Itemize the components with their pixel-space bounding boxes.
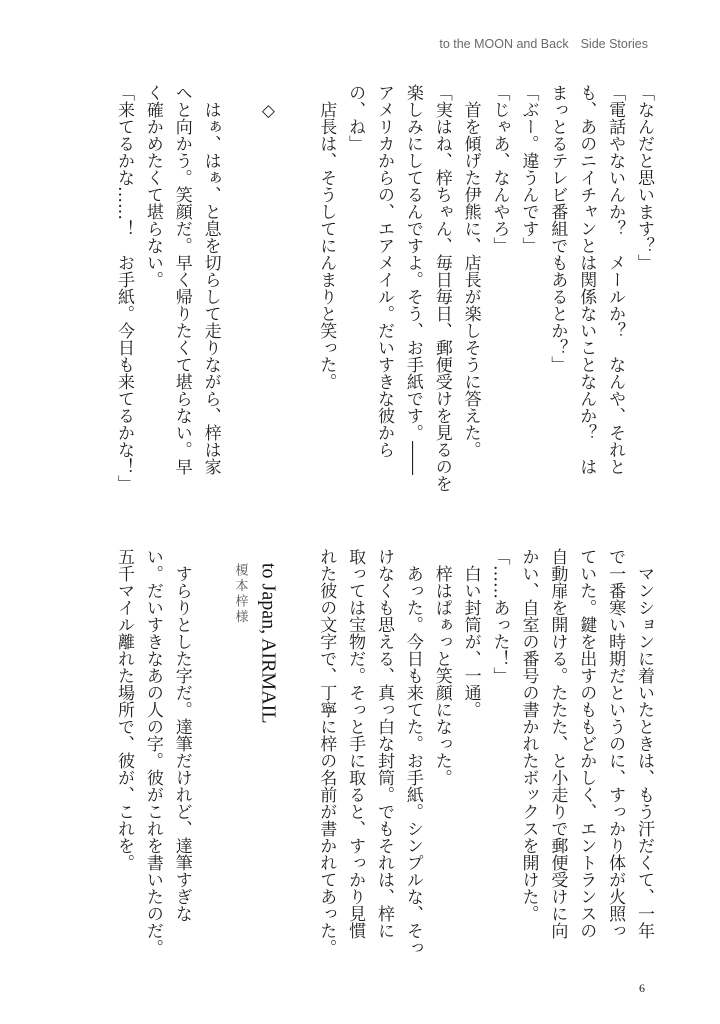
blank-line	[282, 548, 311, 960]
text-line: はぁ、はぁ、と息を切らして走りながら、梓は家	[200, 84, 221, 475]
text-line: の、ね」	[345, 84, 366, 152]
text-line: へと向かう。笑顔だ。早く帰りたくて堪らない。早	[171, 84, 192, 475]
text-line: まっとるテレビ番組でもあるとか？」	[547, 84, 568, 373]
text-line: れた彼の文字で、丁寧に梓の名前が書かれてあった。	[316, 548, 337, 956]
blank-line	[282, 84, 311, 496]
text-line: 首を傾げた伊熊に、店長が楽しそうに答えた。	[460, 84, 481, 458]
text-line: ていた。鍵を出すのももどかしく、エントランスの	[576, 548, 597, 939]
text-line: 「じゃあ、なんやろ」	[489, 84, 510, 254]
text-line: 取っては宝物だ。そっと手に取ると、すっかり見慣	[345, 548, 366, 939]
text-line: 梓はぱぁっと笑顔になった。	[431, 548, 452, 786]
section-title: Side Stories	[580, 37, 648, 51]
text-line: 楽しみにしてるんですよ。そう、お手紙です。――	[402, 84, 423, 475]
text-line: アメリカからの、エアメイル。だいすきな彼から	[373, 84, 394, 458]
book-title: to the MOON and Back	[439, 37, 569, 51]
text-line: で一番寒い時期だというのに、すっかり体が火照っ	[605, 548, 626, 939]
text-line: く確かめたくて堪らない。	[142, 84, 163, 288]
text-line: 「実はね、梓ちゃん、毎日毎日、郵便受けを見るのを	[431, 84, 452, 492]
section-break-diamond: ◇	[258, 84, 279, 121]
envelope-recipient: 榎本梓様	[232, 563, 248, 625]
text-line: けなくも思える、真っ白な封筒。でもそれは、梓に	[373, 548, 394, 939]
upper-text-tier	[108, 84, 658, 496]
text-line: マンションに着いたときは、もう汗だくて、一年	[634, 548, 654, 939]
text-line: 五千マイル離れた場所で、彼が、これを。	[113, 548, 134, 871]
running-head	[439, 37, 648, 51]
text-line: い。だいすきなあの人の字。彼がこれを書いたのだ。	[142, 548, 163, 956]
text-line: も、あのニイチャンとは関係ないことなんか？ は	[576, 84, 597, 475]
text-line: 「来てるかな……！ お手紙。今日も来てるかな！」	[113, 84, 134, 492]
text-line: 「電話やないんか？ メールか？ なんや、それと	[605, 84, 626, 475]
text-line: かい、自室の番号の書かれたボックスを開けた。	[518, 548, 539, 922]
lower-text-tier	[108, 548, 658, 960]
page-number: 6	[639, 981, 645, 995]
text-line: 「ぶー。違うんです」	[518, 84, 539, 254]
text-line: 店長は、そうしてにんまりと笑った。	[316, 84, 337, 390]
text-line: 自動扉を開ける。たたた、と小走りで郵便受けに向	[547, 548, 568, 939]
envelope-address: to Japan, AIRMAIL	[257, 563, 280, 724]
text-line: 「なんだと思います？」	[634, 84, 654, 271]
text-line: 「……あった！」	[489, 548, 510, 684]
blank-line	[196, 548, 225, 960]
blank-line	[225, 84, 254, 496]
text-line: 白い封筒が、一通。	[460, 548, 481, 718]
text-line: あった。今日も来てた。お手紙。シンプルな、そっ	[402, 548, 423, 956]
text-line: すらりとした字だ。達筆だけれど、達筆すぎな	[171, 548, 192, 922]
